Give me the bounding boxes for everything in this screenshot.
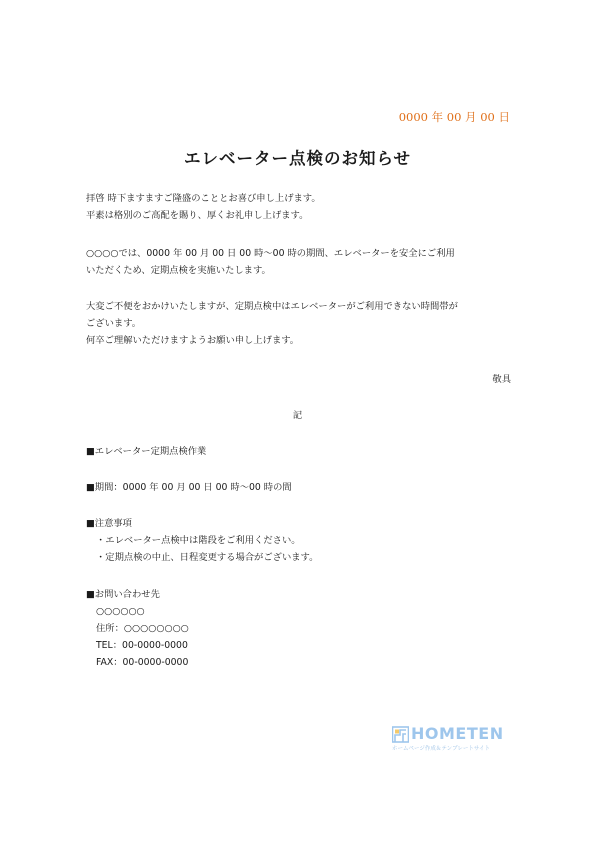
contact-heading: ■お問い合わせ先 [86,589,160,600]
period-item: ■期間：0000 年 00 月 00 日 00 時〜00 時の間 [86,482,292,493]
contact-section [86,586,189,671]
note-item: ・エレベーター点検中は階段をご利用ください。 [96,535,301,546]
apology-line: 何卒ご理解いただけますようお願い申し上げます。 [86,335,300,346]
closing-text: 敬具 [492,374,511,385]
contact-fax: FAX：00-0000-0000 [96,657,189,668]
document-date: 0000 年 00 月 00 日 [398,110,510,124]
note-item: ・定期点検の中止、日程変更する場合がございます。 [96,552,319,563]
contact-address: 住所：○○○○○○○○ [96,623,189,634]
notice-line: いただくため、定期点検を実施いたします。 [86,265,271,276]
document-title: エレベーター点検のお知らせ [183,149,411,168]
logo-tagline: ホームページ作成＆テンプレートサイト [392,746,491,752]
notice-paragraph [86,245,455,279]
hometen-logo [392,724,507,754]
ki-heading: 記 [292,410,303,421]
greeting-line: 拝啓 時下ますますご隆盛のこととお喜び申し上げます。 [86,193,321,204]
apology-line: ございます。 [86,318,142,329]
contact-name: ○○○○○○ [96,606,145,617]
greeting-line: 平素は格別のご高配を賜り、厚くお礼申し上げます。 [86,210,309,221]
notes-heading: ■注意事項 [86,518,132,529]
apology-line: 大変ご不便をおかけいたしますが、定期点検中はエレベーターがご利用できない時間帯が [86,301,458,312]
notice-line: ○○○○では、0000 年 00 月 00 日 00 時〜00 時の期間、エレベーターを安全にご利用 [86,248,455,259]
notes-section [86,515,318,566]
work-item: ■エレベーター定期点検作業 [86,446,207,457]
logo-wordmark: HOMETEN [411,724,504,743]
house-logo-icon [392,726,409,743]
greeting-paragraph [86,190,321,224]
contact-tel: TEL：00-0000-0000 [96,640,188,651]
apology-paragraph [86,298,458,349]
